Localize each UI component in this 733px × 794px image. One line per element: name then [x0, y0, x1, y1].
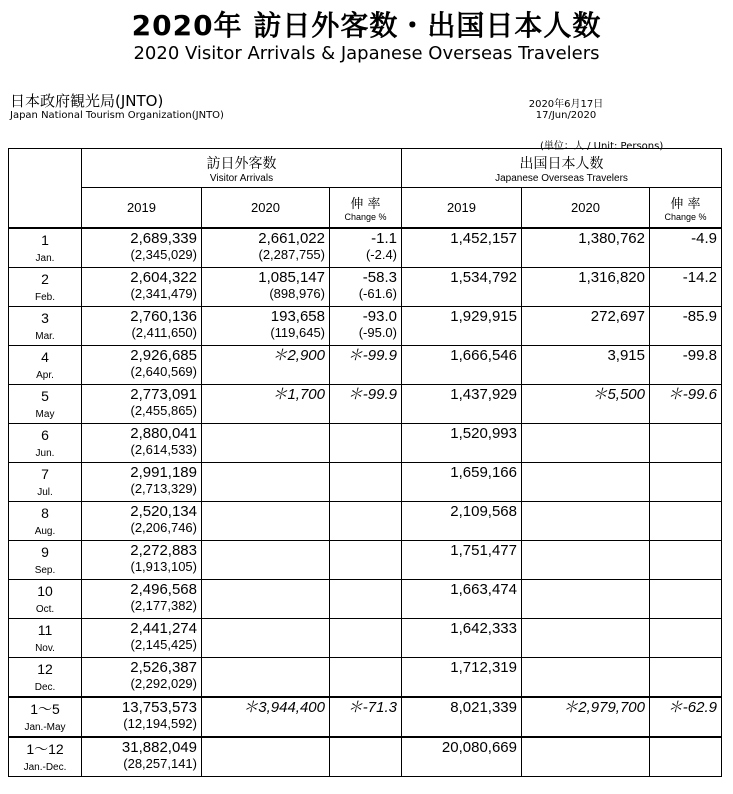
va-change-value — [330, 424, 397, 425]
overseas-travelers-title-en: Japanese Overseas Travelers — [495, 172, 628, 184]
visitor-arrivals-header — [82, 149, 402, 188]
visitor-arrivals-title-jp: 訪日外客数 — [206, 155, 277, 172]
jot-2020-cell — [522, 424, 650, 463]
va-change-cell — [330, 346, 402, 385]
month-abbreviation: Dec. — [34, 682, 56, 693]
page-subtitle: 2020 Visitor Arrivals & Japanese Overseas Travelers — [133, 43, 600, 64]
month-number: 6 — [41, 427, 49, 443]
jot-2019-cell — [402, 424, 522, 463]
jot-2020-value — [522, 502, 645, 503]
va-change-cell — [330, 619, 402, 658]
jot-2020-header: 2020 — [522, 188, 650, 229]
va-2020-cell — [202, 502, 330, 541]
month-number: 7 — [41, 466, 49, 482]
va-2020-value — [202, 463, 325, 464]
va-2019-cell — [82, 346, 202, 385]
va-2019-value: 2,520,134 — [130, 503, 197, 520]
table-row — [9, 268, 722, 307]
jot-2020-value: 1,316,820 — [578, 269, 645, 286]
va-2020-cell — [202, 541, 330, 580]
overseas-travelers-title-jp: 出国日本人数 — [519, 155, 604, 172]
unit-note: (単位：人 / Unit: Persons) — [540, 141, 664, 152]
jot-change-value: ＊-62.9 — [667, 699, 717, 716]
table-row — [9, 580, 722, 619]
va-2019-value: 2,689,339 — [130, 230, 197, 247]
month-number: 11 — [37, 622, 53, 638]
va-2019-subvalue: (2,614,533) — [130, 442, 197, 457]
jot-2020-value: 272,697 — [590, 308, 645, 325]
jot-2020-cell — [522, 541, 650, 580]
month-cell — [9, 658, 82, 698]
jot-2019-value: 1,452,157 — [450, 230, 517, 247]
va-2020-cell — [202, 619, 330, 658]
va-2019-header: 2019 — [82, 188, 202, 229]
jot-2020-value: ＊5,500 — [592, 386, 645, 403]
va-2020-value: 2,661,022 — [258, 230, 325, 247]
jot-change-cell — [650, 658, 722, 698]
jot-change-value: -99.8 — [682, 347, 717, 364]
month-number: 8 — [41, 505, 49, 521]
jot-2020-cell — [522, 619, 650, 658]
va-2020-value: ＊1,700 — [272, 386, 325, 403]
jot-2020-value: ＊2,979,700 — [563, 699, 645, 716]
va-2019-cell — [82, 502, 202, 541]
va-2019-cell — [82, 424, 202, 463]
jot-change-cell — [650, 385, 722, 424]
month-number: 1～5 — [30, 701, 60, 717]
header-corner — [9, 149, 82, 229]
month-cell — [9, 502, 82, 541]
month-cell — [9, 228, 82, 268]
va-2019-subvalue: (2,455,865) — [130, 403, 197, 418]
va-2019-subvalue: (12,194,592) — [123, 716, 197, 731]
jot-2020-cell — [522, 346, 650, 385]
jot-change-value: -85.9 — [682, 308, 717, 325]
change-label-en: Change % — [344, 212, 387, 222]
va-change-cell — [330, 541, 402, 580]
jot-2019-cell — [402, 658, 522, 698]
jot-2019-value: 1,712,319 — [450, 659, 517, 676]
month-cell — [9, 541, 82, 580]
jot-2019-value: 1,520,993 — [450, 425, 517, 442]
va-change-cell — [330, 268, 402, 307]
table-row — [9, 385, 722, 424]
jot-change-cell — [650, 268, 722, 307]
va-2019-cell — [82, 619, 202, 658]
va-change-value: -93.0 — [362, 308, 397, 325]
jot-2020-cell — [522, 228, 650, 268]
va-change-cell — [330, 463, 402, 502]
jot-2019-value: 1,666,546 — [450, 347, 517, 364]
jot-change-value — [650, 541, 717, 542]
va-change-value — [330, 619, 397, 620]
va-2020-cell — [202, 580, 330, 619]
va-2019-value: 31,882,049 — [121, 739, 197, 756]
va-2020-value: ＊3,944,400 — [243, 699, 325, 716]
jot-change-cell — [650, 424, 722, 463]
jot-change-cell — [650, 307, 722, 346]
jot-change-cell — [650, 697, 722, 737]
va-change-cell — [330, 658, 402, 698]
jot-change-value: -4.9 — [691, 230, 717, 247]
month-abbreviation: Feb. — [34, 292, 55, 303]
table-row — [9, 424, 722, 463]
month-number: 1～12 — [26, 741, 64, 757]
month-cell — [9, 737, 82, 777]
jot-2019-cell — [402, 580, 522, 619]
table-row — [9, 697, 722, 737]
va-change-subvalue: (-61.6) — [358, 286, 397, 301]
jot-change-header — [650, 188, 722, 229]
jot-change-cell — [650, 619, 722, 658]
va-2020-value: ＊2,900 — [272, 347, 325, 364]
va-change-cell — [330, 580, 402, 619]
va-change-cell — [330, 385, 402, 424]
va-2020-value — [202, 424, 325, 425]
va-2020-header: 2020 — [202, 188, 330, 229]
jot-2020-cell — [522, 307, 650, 346]
month-cell — [9, 619, 82, 658]
va-2019-subvalue: (2,177,382) — [130, 598, 197, 613]
jot-2020-value — [522, 541, 645, 542]
month-abbreviation: Jul. — [37, 487, 53, 498]
va-change-value: -58.3 — [362, 269, 397, 286]
overseas-travelers-header — [402, 149, 722, 188]
jot-2019-cell — [402, 541, 522, 580]
jot-2019-cell — [402, 307, 522, 346]
jot-2019-value: 1,534,792 — [450, 269, 517, 286]
va-change-subvalue: (-95.0) — [358, 325, 397, 340]
va-2020-value — [202, 580, 325, 581]
month-cell — [9, 346, 82, 385]
jot-2020-value — [522, 580, 645, 581]
va-2019-value: 2,760,136 — [130, 308, 197, 325]
va-change-cell — [330, 307, 402, 346]
jot-2019-cell — [402, 502, 522, 541]
change-label-jp: 伸 率 — [670, 197, 701, 212]
month-abbreviation: Jan. — [35, 253, 55, 264]
va-2019-cell — [82, 697, 202, 737]
va-2020-cell — [202, 463, 330, 502]
va-2020-subvalue: (2,287,755) — [258, 247, 325, 262]
organization-name-jp: 日本政府観光局(JNTO) — [10, 92, 164, 110]
va-2019-value: 2,880,041 — [130, 425, 197, 442]
va-change-value — [330, 580, 397, 581]
month-cell — [9, 424, 82, 463]
va-2019-value: 2,773,091 — [130, 386, 197, 403]
table-row — [9, 541, 722, 580]
table-row — [9, 502, 722, 541]
va-2020-value: 193,658 — [270, 308, 325, 325]
table-row — [9, 463, 722, 502]
month-abbreviation: Nov. — [35, 643, 55, 654]
va-2020-subvalue: (119,645) — [270, 325, 325, 340]
jot-2020-value — [522, 738, 645, 739]
change-label-en: Change % — [664, 212, 707, 222]
va-2020-value: 1,085,147 — [258, 269, 325, 286]
va-change-cell — [330, 697, 402, 737]
month-abbreviation: Aug. — [34, 526, 56, 537]
va-2019-subvalue: (2,411,650) — [131, 325, 197, 340]
va-2020-value — [202, 738, 325, 739]
va-2019-cell — [82, 541, 202, 580]
header-row-groups — [9, 149, 722, 188]
va-2020-subvalue: (898,976) — [269, 286, 325, 301]
jot-2019-value: 1,659,166 — [450, 464, 517, 481]
va-2020-cell — [202, 346, 330, 385]
va-2019-cell — [82, 385, 202, 424]
jot-2019-cell — [402, 346, 522, 385]
jot-change-value: -14.2 — [682, 269, 717, 286]
jot-2019-cell — [402, 228, 522, 268]
month-number: 1 — [41, 232, 49, 248]
jot-2019-value: 20,080,669 — [441, 739, 517, 756]
va-2020-cell — [202, 307, 330, 346]
month-cell — [9, 268, 82, 307]
jot-2020-cell — [522, 463, 650, 502]
month-number: 2 — [41, 271, 49, 287]
month-cell — [9, 580, 82, 619]
va-2019-value: 2,496,568 — [130, 581, 197, 598]
month-abbreviation: Mar. — [35, 331, 55, 342]
jot-2019-cell — [402, 385, 522, 424]
month-abbreviation: Jan.-May — [24, 722, 66, 733]
jot-2019-value: 1,437,929 — [450, 386, 517, 403]
organization-name-en: Japan National Tourism Organization(JNTO) — [10, 110, 224, 121]
jot-change-value — [650, 502, 717, 503]
month-abbreviation: Jun. — [35, 448, 55, 459]
va-2019-subvalue: (2,292,029) — [130, 676, 197, 691]
jot-2020-value — [522, 463, 645, 464]
jot-2020-value: 1,380,762 — [578, 230, 645, 247]
month-number: 4 — [41, 349, 49, 365]
va-2019-cell — [82, 658, 202, 698]
va-change-value — [330, 502, 397, 503]
table-row — [9, 346, 722, 385]
jot-change-cell — [650, 541, 722, 580]
jot-change-cell — [650, 346, 722, 385]
month-abbreviation: Apr. — [36, 370, 54, 381]
publication-date-jp: 2020年6月17日 — [528, 99, 604, 110]
jot-change-value — [650, 424, 717, 425]
va-2020-value — [202, 541, 325, 542]
jot-change-value: ＊-99.6 — [667, 386, 717, 403]
va-change-cell — [330, 502, 402, 541]
jot-2020-cell — [522, 385, 650, 424]
va-2019-value: 2,604,322 — [130, 269, 197, 286]
va-2019-value: 2,441,274 — [130, 620, 197, 637]
jot-2019-value: 1,663,474 — [450, 581, 517, 598]
va-2020-value — [202, 619, 325, 620]
va-2019-cell — [82, 307, 202, 346]
jot-2019-cell — [402, 268, 522, 307]
va-2019-cell — [82, 737, 202, 777]
va-2020-cell — [202, 228, 330, 268]
va-2019-value: 2,926,685 — [130, 347, 197, 364]
table-row — [9, 658, 722, 698]
va-2020-cell — [202, 737, 330, 777]
table-row — [9, 737, 722, 777]
jot-2020-value — [522, 424, 645, 425]
jot-2020-cell — [522, 658, 650, 698]
jot-2019-value: 1,751,477 — [450, 542, 517, 559]
month-number: 10 — [37, 583, 53, 599]
va-2019-subvalue: (28,257,141) — [123, 756, 197, 771]
jot-change-cell — [650, 580, 722, 619]
page-title: 2020年 訪日外客数・出国日本人数 — [131, 9, 602, 42]
jot-change-cell — [650, 737, 722, 777]
jot-2019-value: 1,642,333 — [450, 620, 517, 637]
va-change-value: ＊-99.9 — [347, 347, 397, 364]
statistics-table — [8, 148, 722, 777]
va-change-value — [330, 463, 397, 464]
va-change-value: ＊-99.9 — [347, 386, 397, 403]
header-row-years — [9, 188, 722, 229]
va-2020-value — [202, 502, 325, 503]
month-cell — [9, 385, 82, 424]
va-change-subvalue: (-2.4) — [365, 247, 397, 262]
jot-2019-value: 1,929,915 — [450, 308, 517, 325]
va-change-value — [330, 738, 397, 739]
jot-2020-value: 3,915 — [607, 347, 645, 364]
month-abbreviation: May — [35, 409, 55, 420]
va-change-cell — [330, 737, 402, 777]
jot-2019-cell — [402, 463, 522, 502]
va-2019-cell — [82, 463, 202, 502]
va-2020-cell — [202, 697, 330, 737]
month-abbreviation: Jan.-Dec. — [23, 762, 67, 773]
va-2019-value: 2,991,189 — [130, 464, 197, 481]
jot-change-cell — [650, 463, 722, 502]
table-row — [9, 619, 722, 658]
jot-2020-cell — [522, 697, 650, 737]
month-cell — [9, 307, 82, 346]
jot-change-cell — [650, 502, 722, 541]
month-number: 9 — [41, 544, 49, 560]
month-abbreviation: Sep. — [34, 565, 56, 576]
month-number: 3 — [41, 310, 49, 326]
table-row — [9, 228, 722, 268]
va-2020-value — [202, 658, 325, 659]
va-2019-subvalue: (2,206,746) — [130, 520, 197, 535]
jot-change-value — [650, 738, 717, 739]
va-2019-cell — [82, 228, 202, 268]
jot-2019-value: 2,109,568 — [450, 503, 517, 520]
va-change-value: ＊-71.3 — [347, 699, 397, 716]
month-number: 5 — [41, 388, 49, 404]
jot-2019-header: 2019 — [402, 188, 522, 229]
change-label-jp: 伸 率 — [350, 197, 381, 212]
va-2019-subvalue: (2,345,029) — [130, 247, 197, 262]
va-2019-value: 13,753,573 — [121, 699, 197, 716]
va-change-value: -1.1 — [371, 230, 397, 247]
va-2019-subvalue: (2,145,425) — [130, 637, 197, 652]
month-cell — [9, 697, 82, 737]
va-change-cell — [330, 424, 402, 463]
month-cell — [9, 463, 82, 502]
va-2020-cell — [202, 658, 330, 698]
jot-change-value — [650, 580, 717, 581]
jot-2020-cell — [522, 737, 650, 777]
va-2019-cell — [82, 268, 202, 307]
jot-2020-value — [522, 619, 645, 620]
jot-2019-cell — [402, 737, 522, 777]
va-2020-cell — [202, 424, 330, 463]
jot-2020-value — [522, 658, 645, 659]
va-change-cell — [330, 228, 402, 268]
va-change-value — [330, 541, 397, 542]
jot-change-value — [650, 619, 717, 620]
jot-change-value — [650, 658, 717, 659]
visitor-arrivals-title-en: Visitor Arrivals — [209, 172, 274, 184]
va-2019-cell — [82, 580, 202, 619]
va-2019-subvalue: (2,341,479) — [130, 286, 197, 301]
va-2019-value: 2,526,387 — [130, 659, 197, 676]
jot-2020-cell — [522, 580, 650, 619]
va-change-header — [330, 188, 402, 229]
va-2019-subvalue: (2,640,569) — [130, 364, 197, 379]
publication-date-en: 17/Jun/2020 — [535, 110, 597, 121]
va-2019-subvalue: (2,713,329) — [130, 481, 197, 496]
va-2019-value: 2,272,883 — [130, 542, 197, 559]
jot-change-cell — [650, 228, 722, 268]
month-number: 12 — [37, 661, 53, 677]
va-2019-subvalue: (1,913,105) — [130, 559, 197, 574]
jot-2019-value: 8,021,339 — [450, 699, 517, 716]
va-change-value — [330, 658, 397, 659]
table-row — [9, 307, 722, 346]
jot-2020-cell — [522, 502, 650, 541]
jot-change-value — [650, 463, 717, 464]
va-2020-cell — [202, 268, 330, 307]
month-abbreviation: Oct. — [35, 604, 55, 615]
va-2020-cell — [202, 385, 330, 424]
jot-2020-cell — [522, 268, 650, 307]
jot-2019-cell — [402, 619, 522, 658]
jot-2019-cell — [402, 697, 522, 737]
